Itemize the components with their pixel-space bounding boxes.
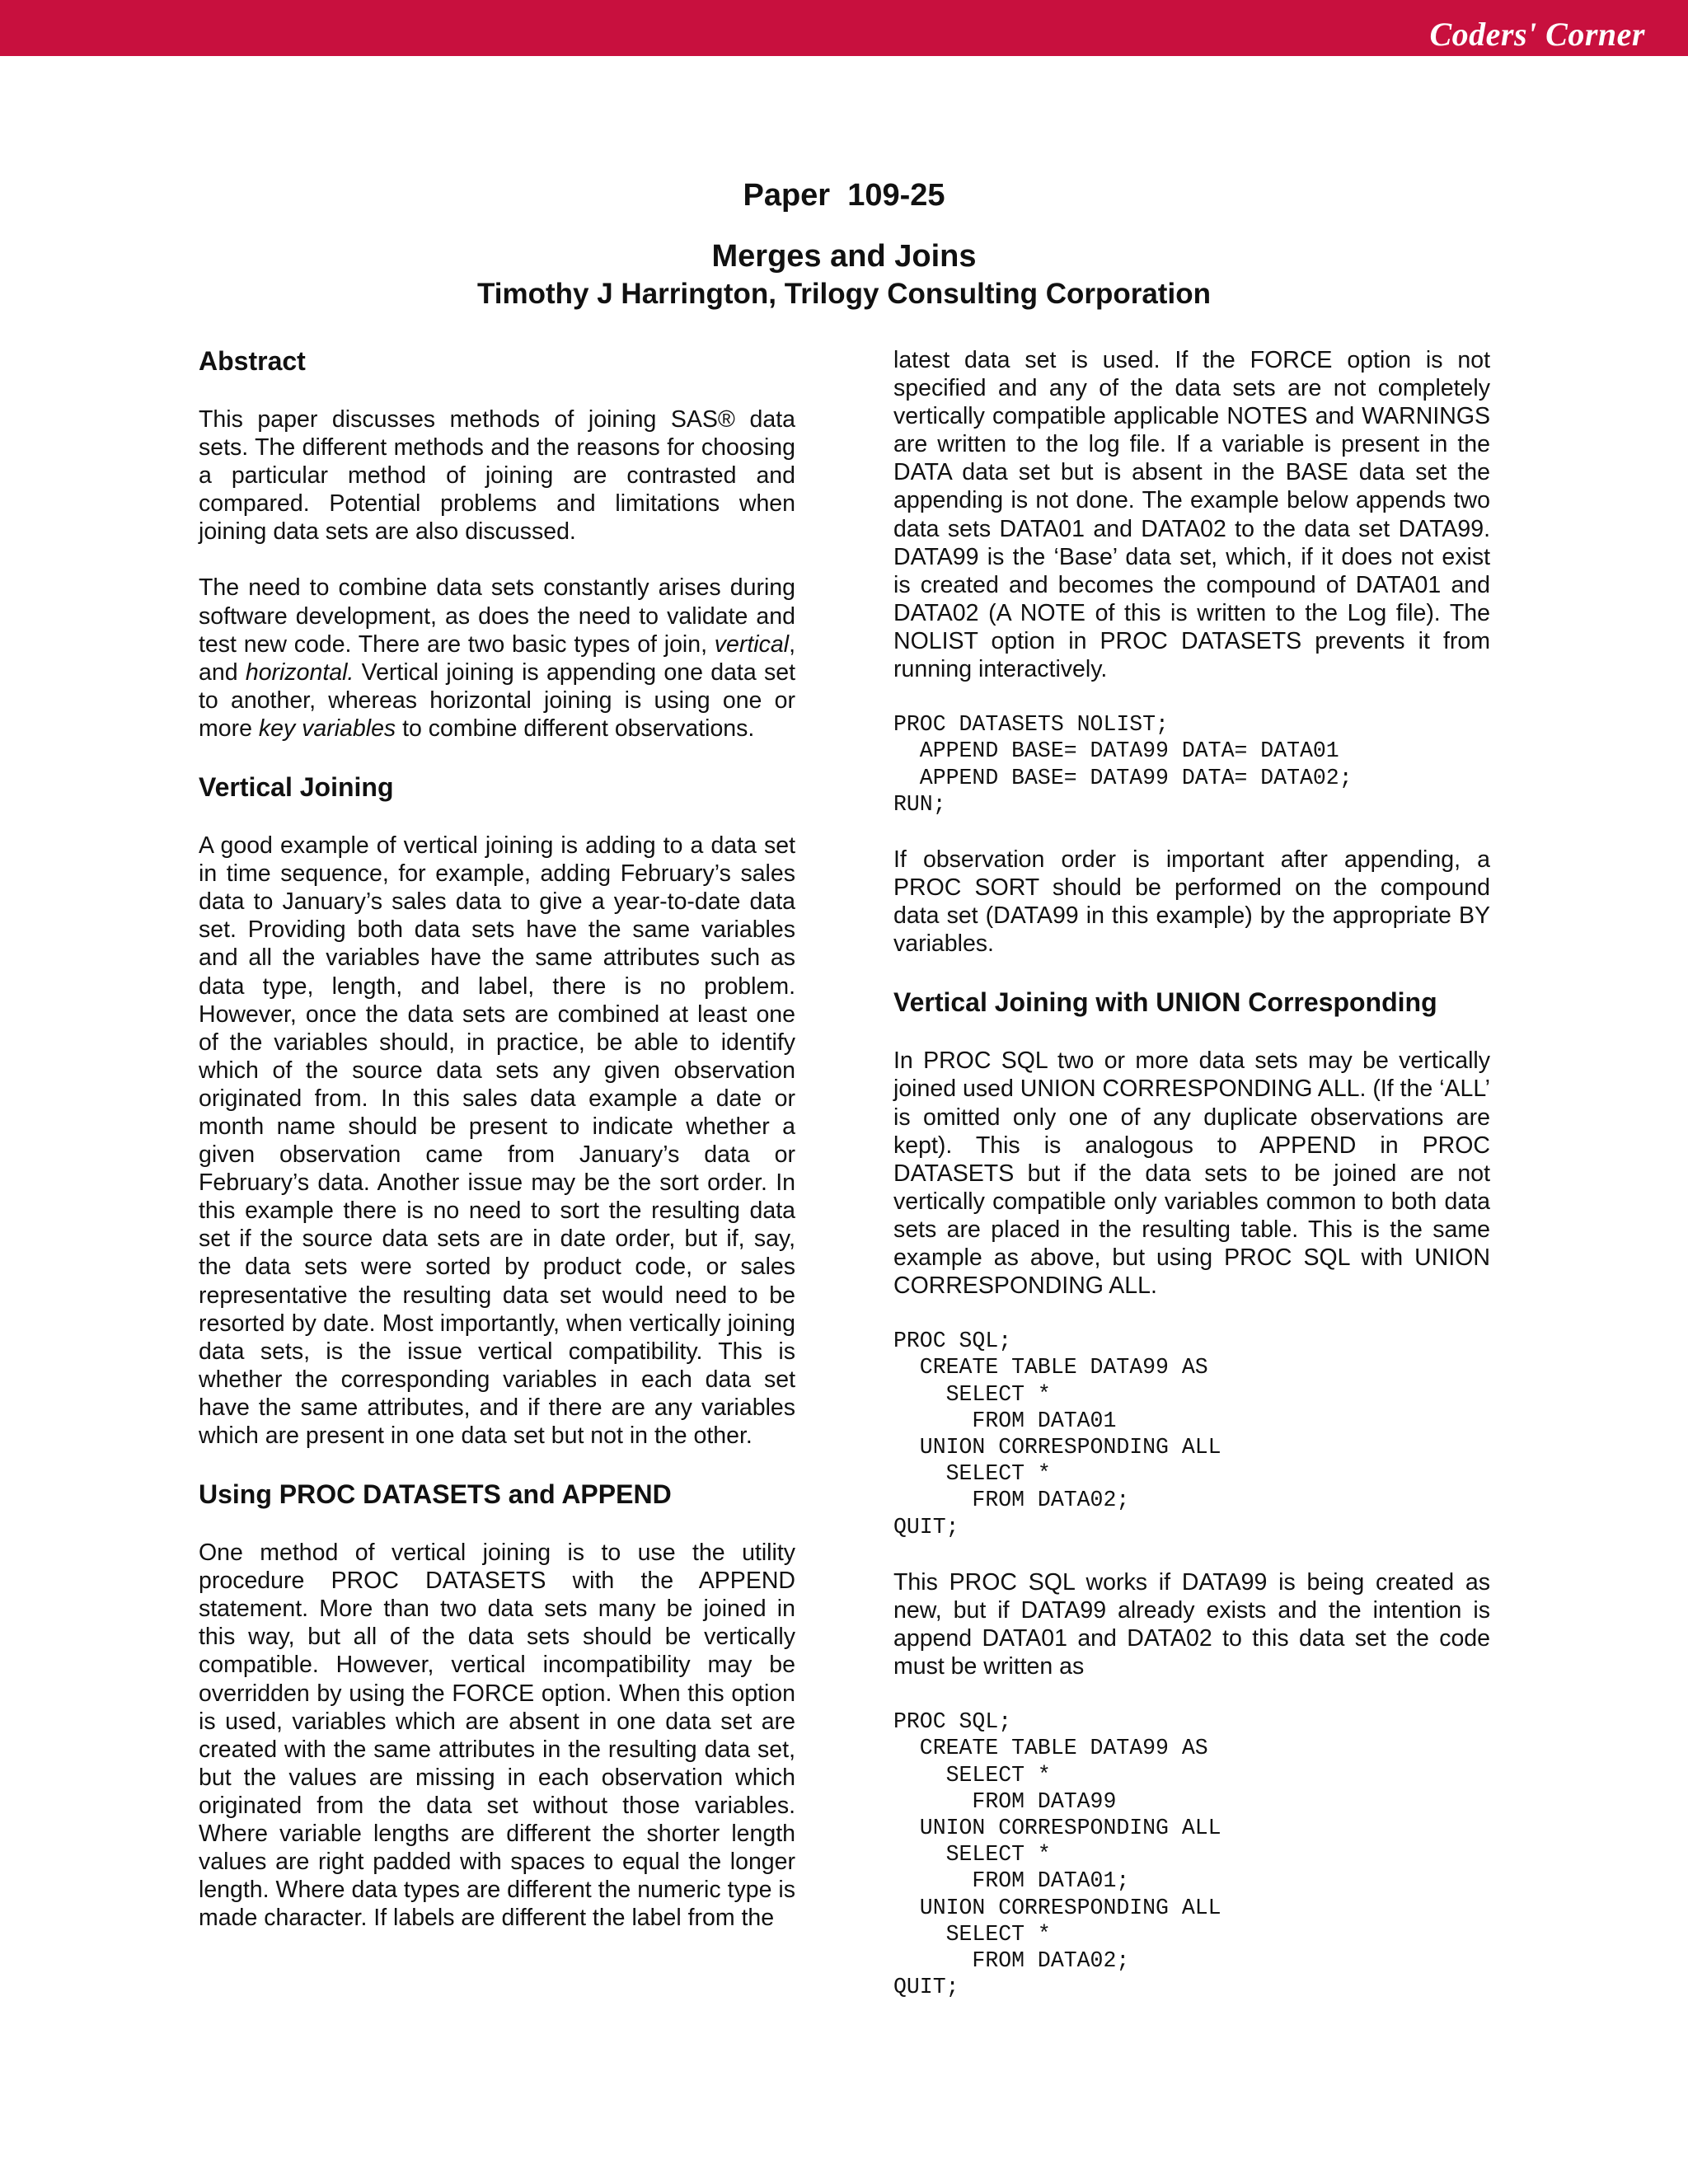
proc-sort-paragraph: If observation order is important after appending, a PROC SORT should be performed on the compound data set (DATA99 in this example) by the appropriate BY variables. <box>893 846 1490 958</box>
union-heading: Vertical Joining with UNION Corresponding <box>893 987 1437 1018</box>
proc-datasets-paragraph-continued: latest data set is used. If the FORCE option is not specified and any of the data sets are not completely vertically compatible applicable NOTES and WARNINGS are written to the log file. If a variable is present in the DATA data set but is absent in the BASE data set the appending is not done. The example below appends two data sets DATA01 and DATA02 to the data set DATA99. DATA99 is the ‘Base’ data set, which, if it does not exist is created and becomes the compound of DATA01 and DATA02 (A NOTE of this is written to the Log file). The NOLIST option in PROC DATASETS prevents it from running interactively. <box>893 347 1490 683</box>
union-existing-paragraph: This PROC SQL works if DATA99 is being created as new, but if DATA99 already exists and the intention is append DATA01 and DATA02 to this data set the code must be written as <box>893 1568 1490 1680</box>
abstract-heading: Abstract <box>199 346 306 376</box>
banner-title: Coders' Corner <box>1429 16 1645 53</box>
vertical-joining-heading: Vertical Joining <box>199 772 394 803</box>
paper-number: Paper 109-25 <box>743 178 945 213</box>
code-block-union: PROC SQL; CREATE TABLE DATA99 AS SELECT * FROM DATA01 UNION CORRESPONDING ALL SELECT * FROM DATA02; QUIT; <box>893 1329 1221 1540</box>
abstract-paragraph-2: The need to combine data sets constantly arises during software development, as does the need to validate and test new code. There are two basic types of join, vertical, and horizontal. Vertical joining is appending one data set to another, whereas horizontal joining is using one or more key variables to combine different observations. <box>199 574 795 742</box>
proc-datasets-paragraph: One method of vertical joining is to use the utility procedure PROC DATASETS with the APPEND statement. More than two data sets many be joined in this way, but all of the data sets should be vertically compatible. However, vertical incompatibility may be overridden by using the FORCE option. When this option is used, variables which are absent in one data set are created with the same attributes in the resulting data set, but the values are missing in each observation which originated from the data set without those variables. Where variable lengths are different the shorter length values are right padded with spaces to equal the longer length. Where data types are different the numeric type is made character. If labels are different the label from the <box>199 1540 795 1932</box>
union-paragraph: In PROC SQL two or more data sets may be vertically joined used UNION CORRESPONDING ALL. (If the ‘ALL’ is omitted only one of any duplicate observations are kept). This is analogous to APPEND in PROC DATASETS but if the data sets to be joined are not vertically compatible only variables common to both data sets are placed in the resulting table. This is the same example as above, but using PROC SQL with UNION CORRESPONDING ALL. <box>893 1047 1490 1300</box>
vertical-joining-paragraph: A good example of vertical joining is adding to a data set in time sequence, for example, adding February’s sales data to January’s sales data to give a year-to-date data set. Providing both data sets have the same variables and all the variables have the same attributes such as data type, length, and label, there is no problem. However, once the data sets are combined at least one of the variables should, in practice, be able to identify which of the source data sets any given observation originated from. In this sales data example a date or month name should be present to indicate whether a given observation came from January’s data or February’s data. Another issue may be the sort order. In this example there is no need to sort the resulting data set if the source data sets are in date order, but if, say, the data sets were sorted by product code, or sales representative the resulting data set would need to be resorted by date. Most importantly, when vertically joining data sets, is the issue vertical compatibility. This is whether the corresponding variables in each data set have the same attributes, and if there are any variables which are present in one data set but not in the other. <box>199 832 795 1449</box>
code-block-append: PROC DATASETS NOLIST; APPEND BASE= DATA99 DATA= DATA01 APPEND BASE= DATA99 DATA= DATA02; RUN; <box>893 712 1353 817</box>
left-column <box>199 344 795 1960</box>
code-block-union-existing: PROC SQL; CREATE TABLE DATA99 AS SELECT * FROM DATA99 UNION CORRESPONDING ALL SELECT * FROM DATA01; UNION CORRESPONDING ALL SELECT * FROM DATA02; QUIT; <box>893 1709 1221 2000</box>
paper-title: Merges and Joins <box>711 239 977 274</box>
paper-author: Timothy J Harrington, Trilogy Consulting Corporation <box>477 278 1211 310</box>
proc-datasets-heading: Using PROC DATASETS and APPEND <box>199 1479 672 1510</box>
right-column <box>893 346 1490 2028</box>
header-banner <box>0 0 1688 56</box>
abstract-paragraph-1: This paper discusses methods of joining SAS® data sets. The different methods and the reasons for choosing a particular method of joining are contrasted and compared. Potential problems and limitations when joining data sets are also discussed. <box>199 406 795 546</box>
